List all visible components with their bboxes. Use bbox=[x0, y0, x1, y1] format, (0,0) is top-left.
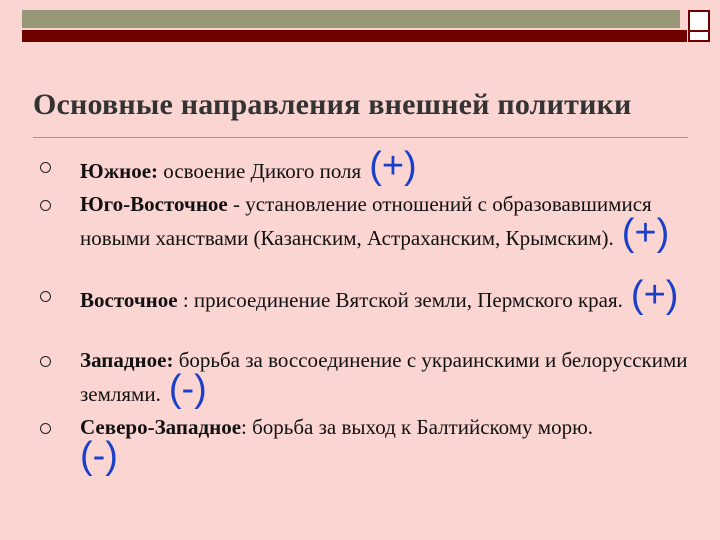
bullet-text: освоение Дикого поля bbox=[158, 159, 362, 183]
bullet-icon bbox=[40, 356, 51, 367]
bullet-lead: Восточное bbox=[80, 288, 178, 312]
bullet-text: - установление отношений с образовавшимися новыми ханствами (Казанским, Астраханским, Крымским). bbox=[80, 192, 652, 250]
bullet-lead: Западное: bbox=[80, 348, 174, 372]
bullet-icon bbox=[40, 200, 51, 211]
evaluation-mark: (+) bbox=[621, 212, 670, 254]
evaluation-mark: (+) bbox=[369, 145, 417, 187]
bullet-icon bbox=[40, 423, 51, 434]
evaluation-mark: (+) bbox=[630, 274, 679, 316]
bullet-text: : борьба за выход к Балтийскому морю. bbox=[241, 415, 594, 439]
bullet-text: : присоединение Вятской земли, Пермского края. bbox=[177, 288, 623, 312]
bullet-icon bbox=[40, 162, 51, 173]
slide-title: Основные направления внешней политики bbox=[33, 88, 632, 121]
evaluation-mark: (-) bbox=[80, 435, 118, 477]
bullet-text: борьба за воссоединение с украинскими и белорусскими землями. bbox=[80, 348, 688, 406]
bullet-lead: Южное: bbox=[80, 159, 159, 183]
bullet-lead: Северо-Западное bbox=[80, 415, 242, 439]
bullet-icon bbox=[40, 291, 51, 302]
bullet-lead: Юго-Восточное bbox=[80, 192, 228, 216]
evaluation-mark: (-) bbox=[168, 368, 207, 410]
